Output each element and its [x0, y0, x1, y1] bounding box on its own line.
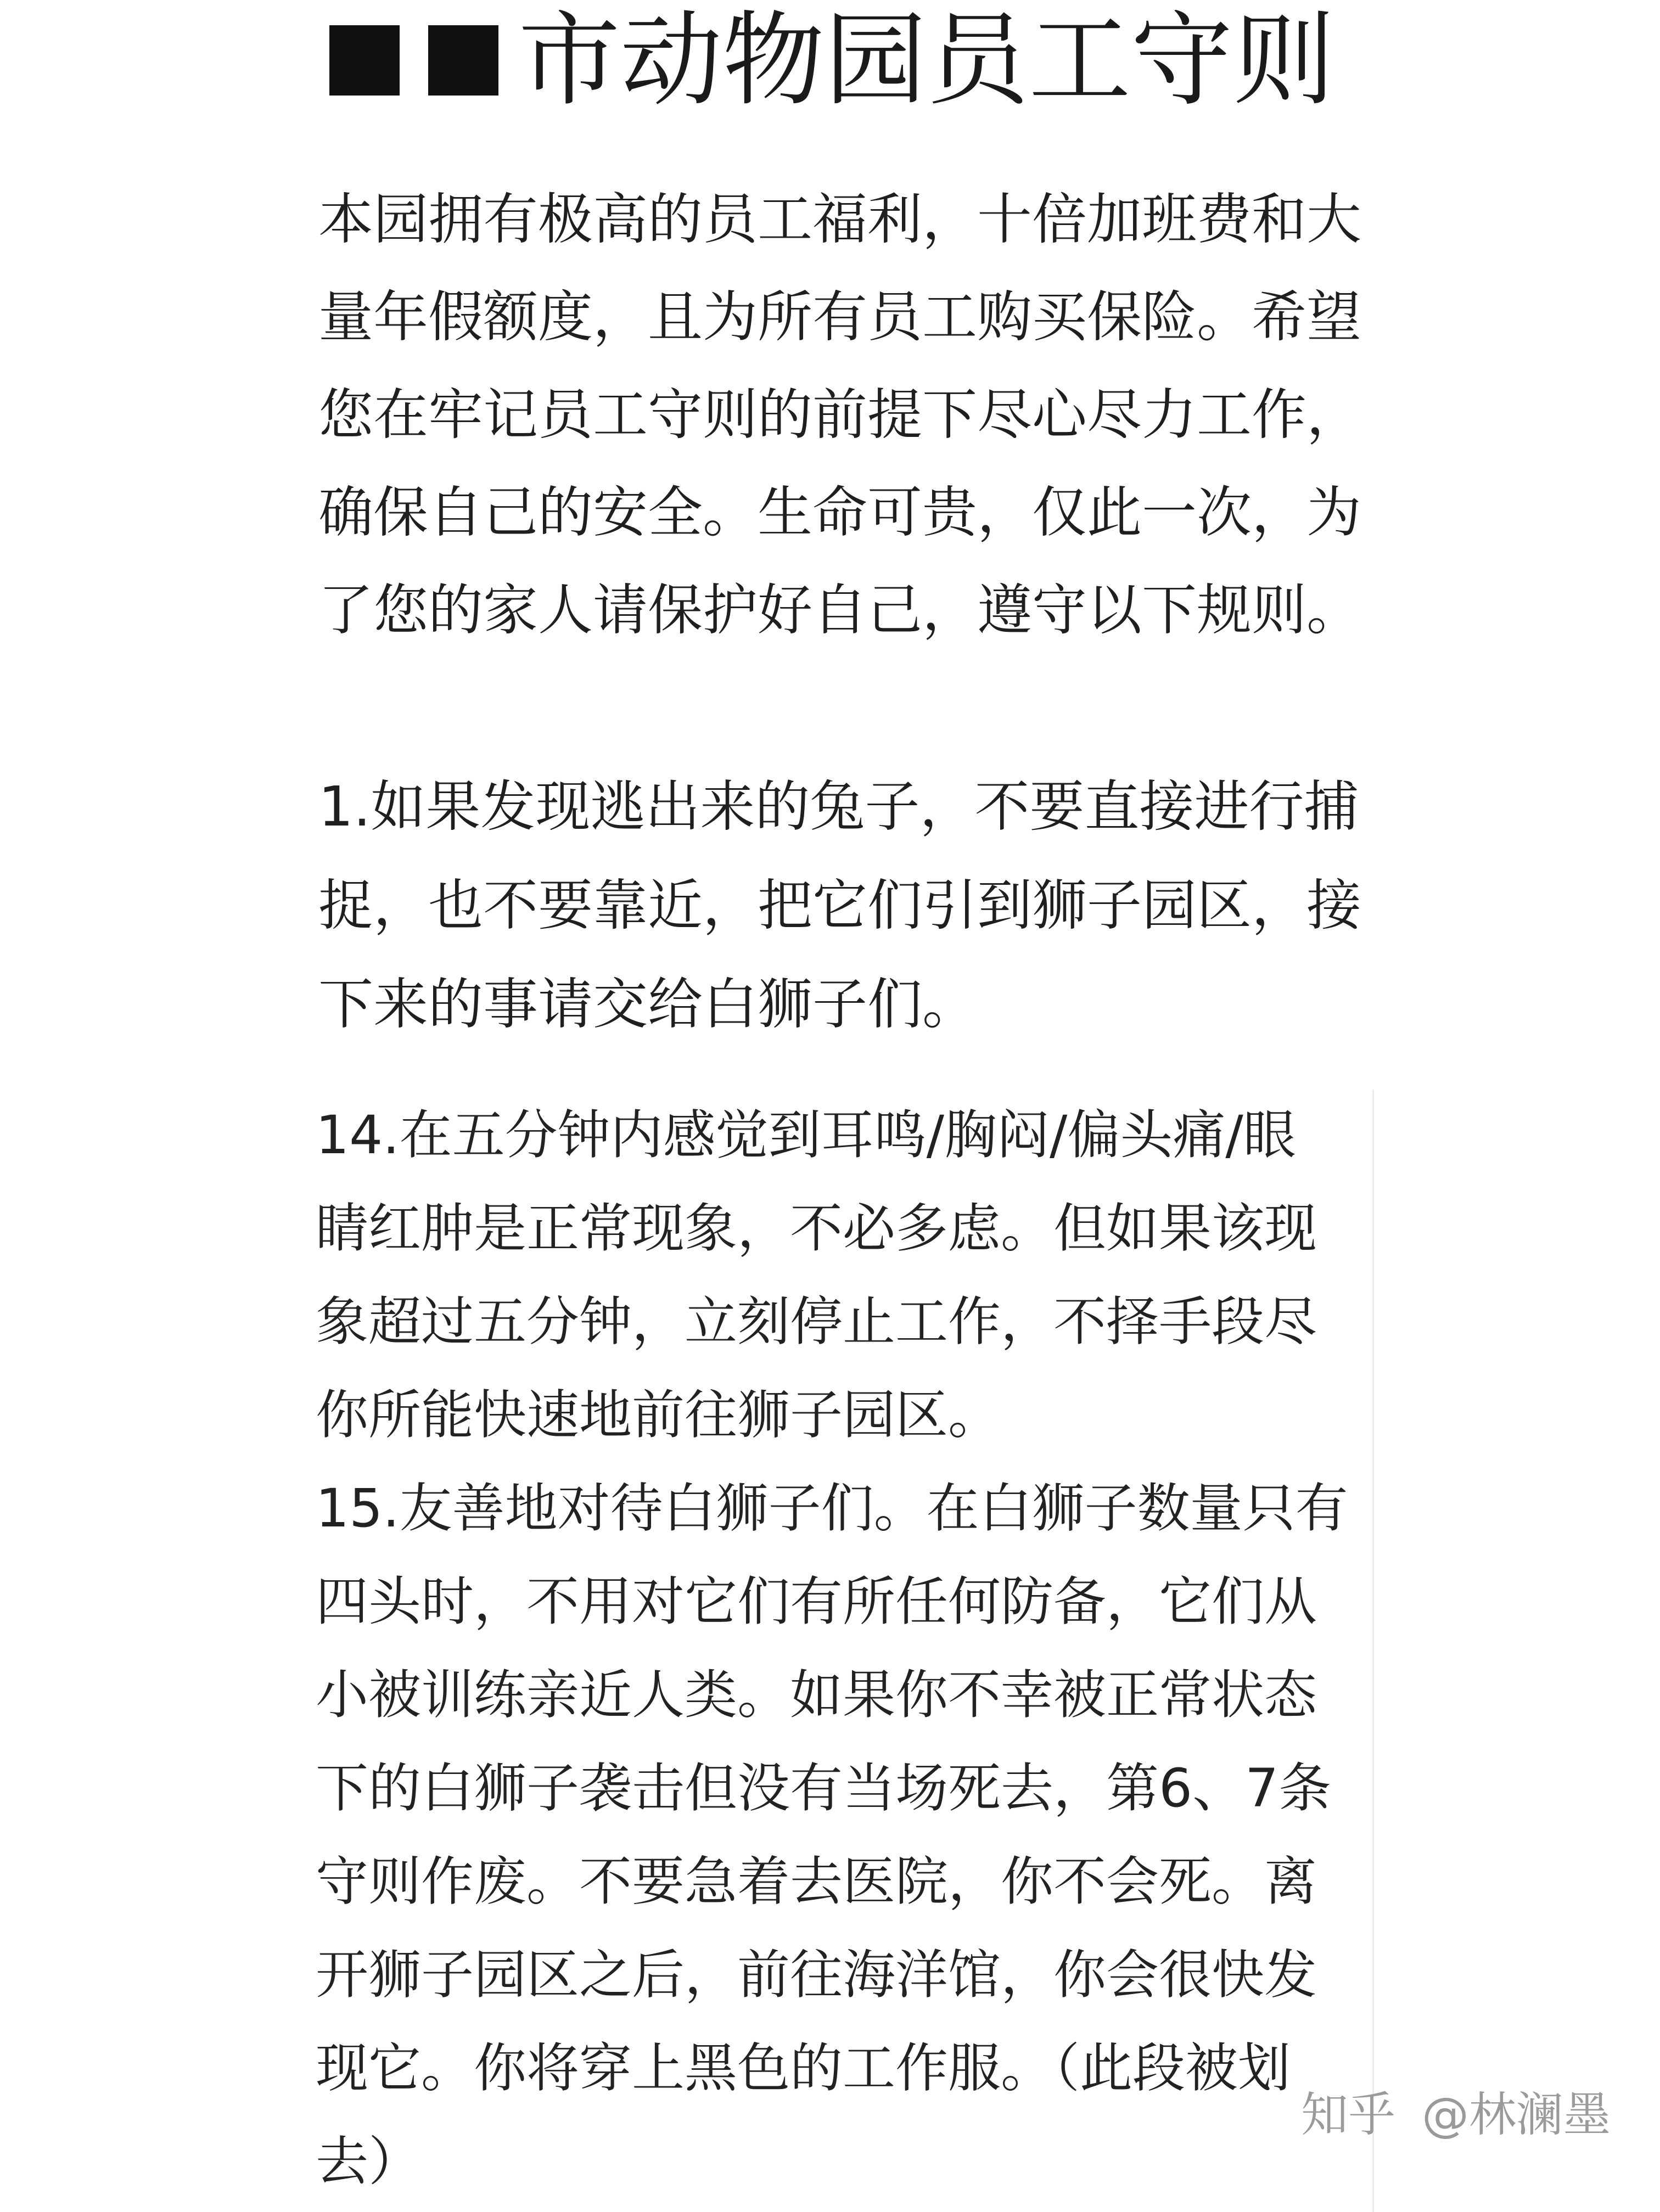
text-line: 四头时，不用对它们有所任何防备，它们从 — [316, 1571, 1317, 1632]
text-line: 下来的事请交给白狮子们。 — [318, 972, 977, 1036]
text-line: 14.在五分钟内感觉到耳鸣/胸闷/偏头痛/眼 — [316, 1104, 1296, 1166]
watermark-author: @林澜墨 — [1422, 2087, 1611, 2142]
divider-line — [1372, 1090, 1374, 2212]
redaction-block — [329, 25, 400, 96]
text-line: 您在牢记员工守则的前提下尽心尽力工作， — [318, 383, 1361, 447]
text-line: 下的白狮子袭击但没有当场死去，第6、7条 — [316, 1758, 1332, 1819]
text-line: 去） — [316, 2131, 421, 2192]
watermark — [1301, 2087, 1611, 2142]
text-line: 本园拥有极高的员工福利，十倍加班费和大 — [318, 187, 1361, 251]
text-line: 守则作废。不要急着去医院，你不会死。离 — [316, 1851, 1317, 1912]
redaction-block — [428, 25, 498, 96]
text-line: 小被训练亲近人类。如果你不幸被正常状态 — [316, 1664, 1317, 1726]
text-line: 捉，也不要靠近，把它们引到狮子园区，接 — [318, 873, 1361, 937]
text-line: 现它。你将穿上黑色的工作服。（此段被划 — [316, 2037, 1291, 2099]
page-title — [329, 0, 1335, 121]
text-line: 象超过五分钟，立刻停止工作，不择手段尽 — [316, 1291, 1317, 1352]
text-line: 1.如果发现逃出来的兔子，不要直接进行捕 — [318, 774, 1359, 839]
text-line: 了您的家人请保护好自己，遵守以下规则。 — [318, 578, 1361, 642]
watermark-brand: 知乎 — [1301, 2087, 1395, 2142]
text-line: 开狮子园区之后，前往海洋馆，你会很快发 — [316, 1944, 1317, 2006]
title-text: 市动物园员工守则 — [518, 1, 1336, 120]
text-line: 睛红肿是正常现象，不必多虑。但如果该现 — [316, 1198, 1317, 1259]
text-line: 确保自己的安全。生命可贵，仅此一次，为 — [318, 480, 1361, 544]
text-line: 15.友善地对待白狮子们。在白狮子数量只有 — [316, 1478, 1348, 1539]
text-line: 量年假额度，且为所有员工购买保险。希望 — [318, 285, 1361, 349]
text-line: 你所能快速地前往狮子园区。 — [316, 1384, 1001, 1446]
